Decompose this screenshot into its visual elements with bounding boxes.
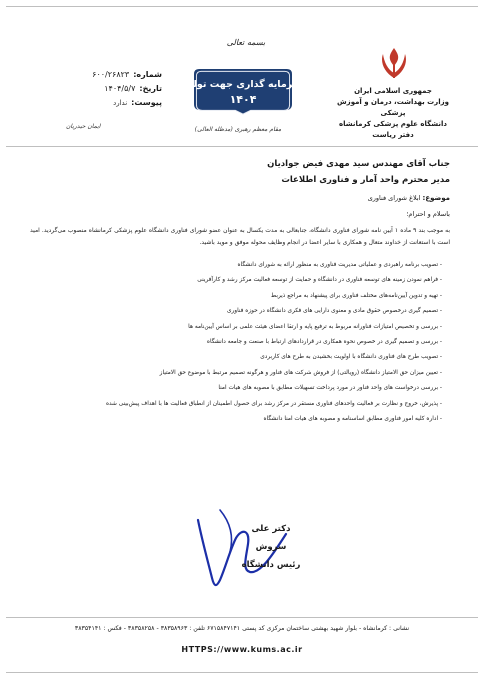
- footer-website: HTTPS://www.kums.ac.ir: [181, 645, 303, 654]
- list-item: - بررسی درخواست های واحد فناور در مورد پرداخت تسهیلات مطابق با مصوبه های هیات امنا: [30, 381, 442, 396]
- signer-name: دکتر علی سروش: [251, 524, 291, 552]
- basmala: بسمه تعالی: [226, 38, 266, 47]
- recipient-name: جناب آقای مهندس سید مهدی فیض جوادیان: [267, 159, 450, 169]
- list-item: - تهیه و تدوین آیین‌نامه‌های مختلف فناوری برای پیشنهاد به مراجع ذیربط: [30, 289, 442, 304]
- org-line-4: دفتر ریاست: [372, 131, 414, 139]
- handwritten-note: ایمان حیدریان: [66, 123, 101, 130]
- seal-line-1: سرمایه گذاری جهت تولید: [183, 79, 303, 90]
- recipient-title: مدیر محترم واحد آمار و فناوری اطلاعات: [281, 175, 450, 185]
- letter-meta: [32, 68, 162, 110]
- attachment-value: ندارد: [113, 99, 128, 107]
- footer-divider: [6, 617, 478, 618]
- org-line-3: دانشگاه علوم پزشکی کرمانشاه: [339, 120, 447, 128]
- subject-line: [30, 194, 450, 202]
- letter-number-row: [32, 68, 162, 82]
- list-item: - تصمیم گیری درخصوص حقوق مادی و معنوی دارایی های فکری دانشگاه در حوزه فناوری: [30, 304, 442, 319]
- intro-paragraph: به موجب بند ۹ ماده ۱ آیین نامه شورای فناوری دانشگاه، جنابعالی به مدت یکسال به عنوان عضو شورای فناوری دانشگاه علوم پزشکی کرمانشاه منصوب می‌گردید. امید است با استعانت از خداوند متعال و همکاری با سایر اعضا در انجام وظایف محوله موفق و موید باشید.: [30, 227, 451, 246]
- greeting: باسلام و احترام؛: [406, 210, 450, 218]
- top-border: [6, 6, 478, 7]
- recipient-block: [30, 156, 450, 188]
- list-item: - اداره کلیه امور فناوری مطابق اساسنامه و مصوبه های هیات امنا دانشگاه: [30, 412, 442, 427]
- slogan-seal-badge: [183, 66, 303, 114]
- organization-block: [328, 86, 458, 141]
- org-line-2: وزارت بهداشت، درمان و آموزش پزشکی: [337, 98, 449, 117]
- header-divider: [6, 146, 478, 147]
- bottom-border: [6, 672, 478, 673]
- number-value: ۶۰۰/۲۶۸۲۳: [92, 70, 130, 79]
- signer-title: رئیس دانشگاه: [241, 560, 301, 570]
- subject-label: موضوع:: [422, 194, 450, 202]
- footer-address: نشانی : کرمانشاه - بلوار شهید بهشتی ساختمان مرکزی کد پستی ۶۷۱۵۸۴۷۱۴۱ تلفن : ۳۸۳۵۸۹۶۳ - ۳۸۳۵۸۲۵۸ - فکس : ۳۸۳۵۴۱۴۱: [74, 625, 410, 632]
- attachment-label: پیوست:: [131, 98, 162, 107]
- duties-list: [30, 258, 442, 427]
- iran-emblem-icon: [374, 44, 414, 84]
- list-item: - تصویب برنامه راهبردی و عملیاتی مدیریت فناوری به منظور ارائه به شورای دانشگاه: [30, 258, 442, 273]
- list-item: - بررسی و تخصیص امتیازات فناورانه مربوط به ترفیع پایه و ارتقا اعضای هیئت علمی بر اساس آیین‌نامه ها: [30, 320, 442, 335]
- subject-text: ابلاغ شورای فناوری: [367, 194, 421, 202]
- list-item: - فراهم نمودن زمینه های توسعه فناوری در دانشگاه و حمایت از توسعه فعالیت مرکز رشد و کارآفرینی: [30, 273, 442, 288]
- date-value: ۱۴۰۴/۵/۷: [104, 84, 136, 93]
- date-label: تاریخ:: [139, 84, 162, 93]
- list-item: - بررسی و تصمیم گیری در خصوص نحوه همکاری در قراردادهای ارتباط با صنعت و جامعه دانشگاه: [30, 335, 442, 350]
- list-item: - پذیرش، خروج و نظارت بر فعالیت واحدهای فناوری مستقر در مرکز رشد برای حصول اطمینان از انطباق فعالیت ها با اهداف پیش‌بینی شده: [30, 397, 442, 412]
- org-line-1: جمهوری اسلامی ایران: [354, 87, 432, 95]
- seal-caption: مقام معظم رهبری (مدظله العالی): [194, 126, 282, 133]
- letter-date-row: [32, 82, 162, 96]
- letter-attachment-row: [32, 96, 162, 110]
- seal-line-2: ۱۴۰۴: [229, 93, 257, 106]
- signature-block: [238, 520, 304, 574]
- list-item: - تصویب طرح های فناوری دانشگاه با اولویت بخشیدن به طرح های کاربردی: [30, 350, 442, 365]
- number-label: شماره:: [133, 70, 162, 79]
- list-item: - تعیین میزان حق الامتیاز دانشگاه (رویالتی) از فروش شرکت های فناور و هرگونه تصمیم مرتبط با موضوع حق الامتیاز: [30, 366, 442, 381]
